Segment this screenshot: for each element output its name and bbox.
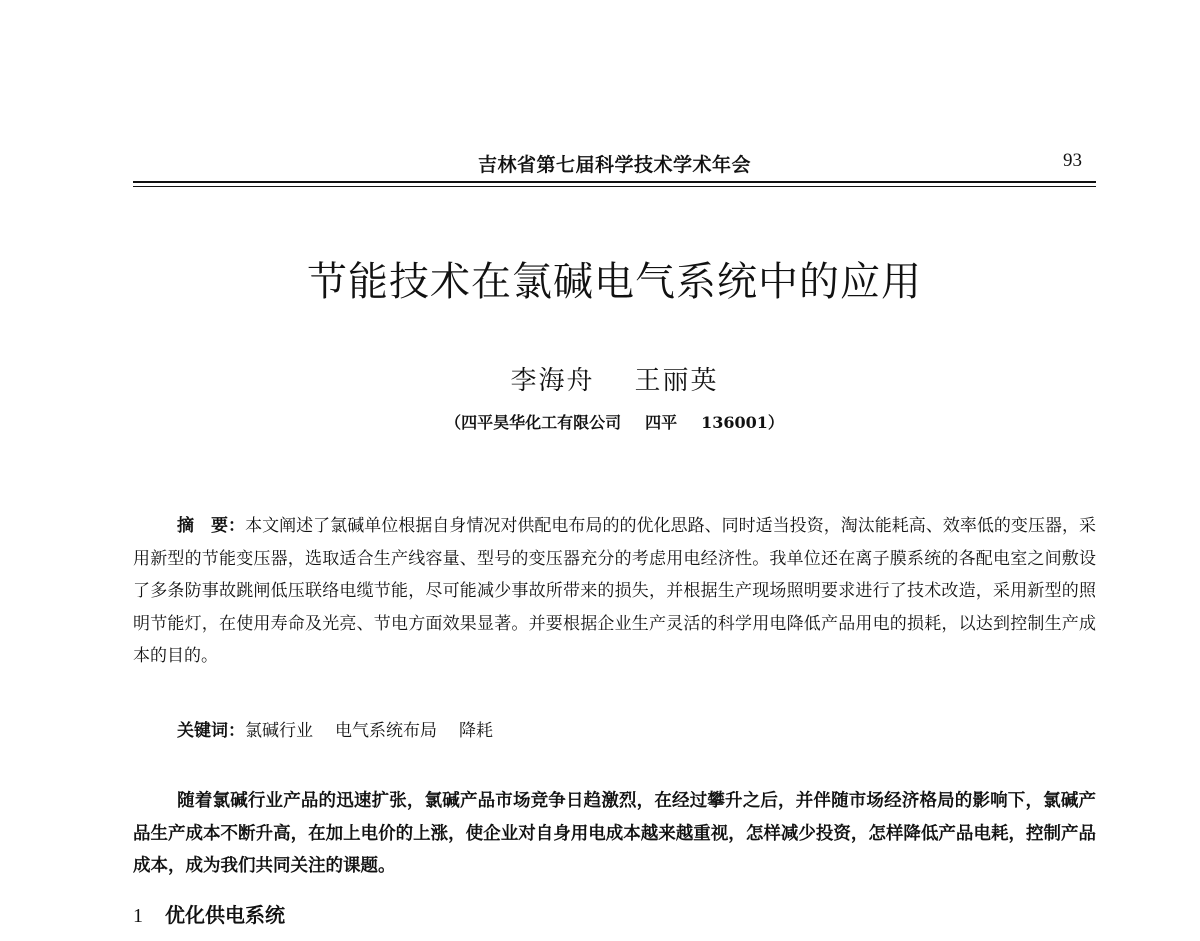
- author-name: 王丽英: [634, 366, 719, 396]
- affiliation-postcode: 136001: [701, 413, 768, 432]
- abstract-text: 本文阐述了氯碱单位根据自身情况对供配电布局的的优化思路、同时适当投资，淘汰能耗高、效率低的变压器，采用新型的节能变压器，选取适合生产线容量、型号的变压器充分的考虑用电经济性。我单位还在离子膜系统的各配电室之间敷设了多条防事故跳闸低压联络电缆节能，尽可能减少事故所带来的损失，并根据生产现场照明要求进行了技术改造，采用新型的照明节能灯，在使用寿命及光亮、节电方面效果显著。并要根据企业生产灵活的科学用电降低产品用电的损耗，以达到控制生产成本的目的。: [133, 516, 1097, 667]
- author-list: [133, 360, 1096, 397]
- keyword: 氯碱行业: [245, 721, 313, 741]
- section-number: 1: [133, 905, 143, 927]
- header-rule-thin: [133, 186, 1096, 187]
- journal-title: 吉林省第七届科学技术学术年会: [477, 154, 751, 176]
- affiliation-open-paren: （: [445, 413, 462, 432]
- running-head: [133, 150, 1096, 178]
- affiliation-city: 四平: [645, 413, 678, 432]
- section-heading: [133, 899, 285, 928]
- section-title: 优化供电系统: [165, 903, 285, 927]
- affiliation-organization: 四平昊华化工有限公司: [461, 413, 622, 432]
- paper-title: 节能技术在氯碱电气系统中的应用: [307, 259, 922, 305]
- abstract: [133, 510, 1096, 673]
- affiliation-close-paren: ）: [767, 413, 784, 432]
- header-rule-thick: [133, 181, 1096, 183]
- introduction-text: 随着氯碱行业产品的迅速扩张，氯碱产品市场竞争日趋激烈，在经过攀升之后，并伴随市场经济格局的影响下，氯碱产品生产成本不断升高，在加上电价的上涨，使企业对自身用电成本越来越重视，怎样减少投资，怎样降低产品电耗，控制产品成本，成为我们共同关注的课题。: [133, 791, 1096, 877]
- introduction-paragraph: [133, 785, 1096, 883]
- keywords-label: 关键词：: [177, 721, 245, 741]
- keyword: 降耗: [459, 721, 493, 741]
- abstract-label: 摘 要：: [177, 516, 246, 536]
- page-number: 93: [1063, 150, 1082, 171]
- keywords: [177, 716, 493, 741]
- affiliation: [133, 410, 1096, 433]
- keyword: 电气系统布局: [335, 721, 437, 741]
- author-name: 李海舟: [510, 366, 595, 396]
